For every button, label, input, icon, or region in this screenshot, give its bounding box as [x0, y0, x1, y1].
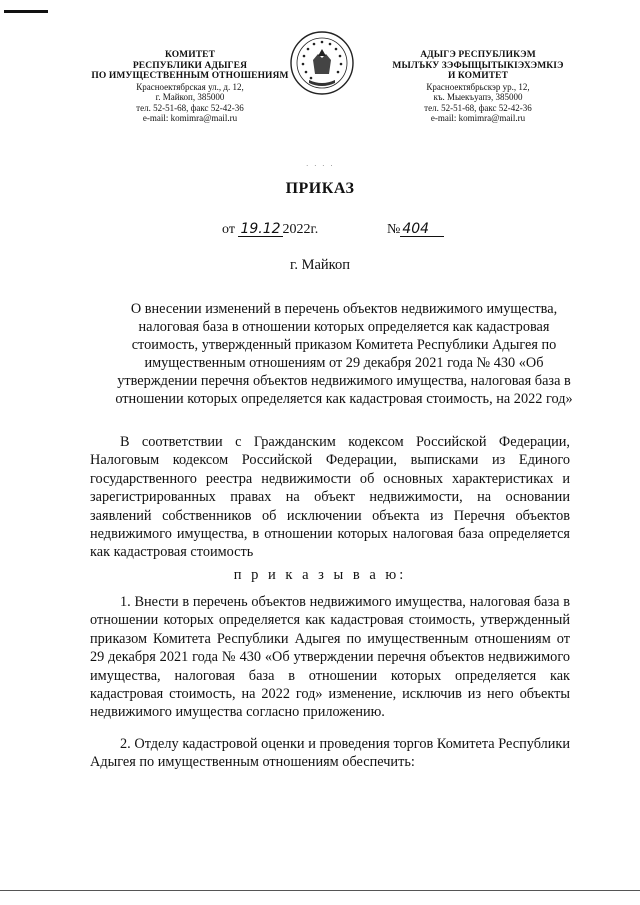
org-name-line: КОМИТЕТ	[164, 50, 216, 60]
number-prefix: №	[387, 222, 401, 237]
coat-of-arms-emblem	[289, 30, 355, 96]
header-right-block	[388, 50, 568, 124]
date-year: 2022г.	[282, 222, 319, 237]
org-name-line: МЫЛЪКУ ЗЭФЫЩЫТЫКІЭХЭМКІЭ	[392, 60, 564, 71]
order-date	[222, 222, 318, 238]
order-number	[387, 222, 444, 238]
org-name-line: АДЫГЭ РЕСПУБЛИКЭМ	[420, 50, 536, 60]
preamble-paragraph: В соответствии с Гражданским кодексом Российской Федерации, Налоговым кодексом Российской Федерации, выписками из Единого государственного реестра недвижимости об основных характеристиках и зарегистрированных правах на объект недвижимости, на основании заявлений собственников об исключении объекта из Перечня объектов недвижимого имущества, в отношении которых налоговая база определяется как кадастровая стоимость	[90, 434, 570, 561]
address-line: къ. Мыекъуапэ, 385000	[433, 92, 523, 102]
phone-line: тел. 52-51-68, факс 52-42-36	[136, 102, 244, 113]
city-line: г. Майкоп	[290, 257, 350, 273]
scan-bottom-edge	[0, 890, 640, 891]
document-title: ПРИКАЗ	[285, 180, 355, 197]
address-line: г. Майкоп, 385000	[155, 92, 225, 102]
org-name-line: РЕСПУБЛИКИ АДЫГЕЯ	[132, 60, 248, 71]
phone-line: тел. 52-51-68, факс 52-42-36	[424, 102, 532, 113]
scan-corner-mark	[4, 10, 48, 13]
scan-dots: · · · ·	[306, 162, 335, 170]
org-name-line: И КОМИТЕТ	[447, 71, 509, 81]
org-name-line: ПО ИМУЩЕСТВЕННЫМ ОТНОШЕНИЯМ	[91, 71, 289, 81]
header-left-block	[86, 50, 294, 124]
email-line: e-mail: komimra@mail.ru	[430, 113, 526, 123]
address-line: Красноектябрьскэр ур., 12,	[426, 81, 530, 92]
address-line: Красноектябрская ул., д. 12,	[136, 81, 244, 92]
decree-word: п р и к а з ы в а ю:	[233, 567, 407, 583]
order-subject: О внесении изменений в перечень объектов недвижимого имущества, налоговая база в отношении которых определяется как кадастровая стоимость, утвержденный приказом Комитета Республики Адыгея по имущественным отношениям от 29 декабря 2021 года № 430 «Об утверждении перечня объектов недвижимого имущества, налоговая база в отношении которых определяется как кадастровая стоимость, на 2022 год»	[115, 301, 573, 407]
item-1-paragraph: 1. Внести в перечень объектов недвижимого имущества, налоговая база в отношении которых определяется как кадастровая стоимость, утвержденный приказом Комитета Республики Адыгея по имущественным отношениям от 29 декабря 2021 года № 430 «Об утверждении перечня объектов недвижимого имущества, налоговая база в отношении которых определяется как кадастровая стоимость, на 2022 год» изменение, исключив из него объекты недвижимого имущества согласно приложению.	[90, 594, 570, 721]
date-prefix: от	[222, 222, 235, 237]
item-2-paragraph: 2. Отделу кадастровой оценки и проведения торгов Комитета Республики Адыгея по имущественным отношениям обеспечить:	[90, 736, 570, 771]
email-line: e-mail: komimra@mail.ru	[142, 113, 238, 123]
handwritten-date: 19.12	[240, 221, 281, 237]
handwritten-number: 404	[400, 222, 444, 237]
